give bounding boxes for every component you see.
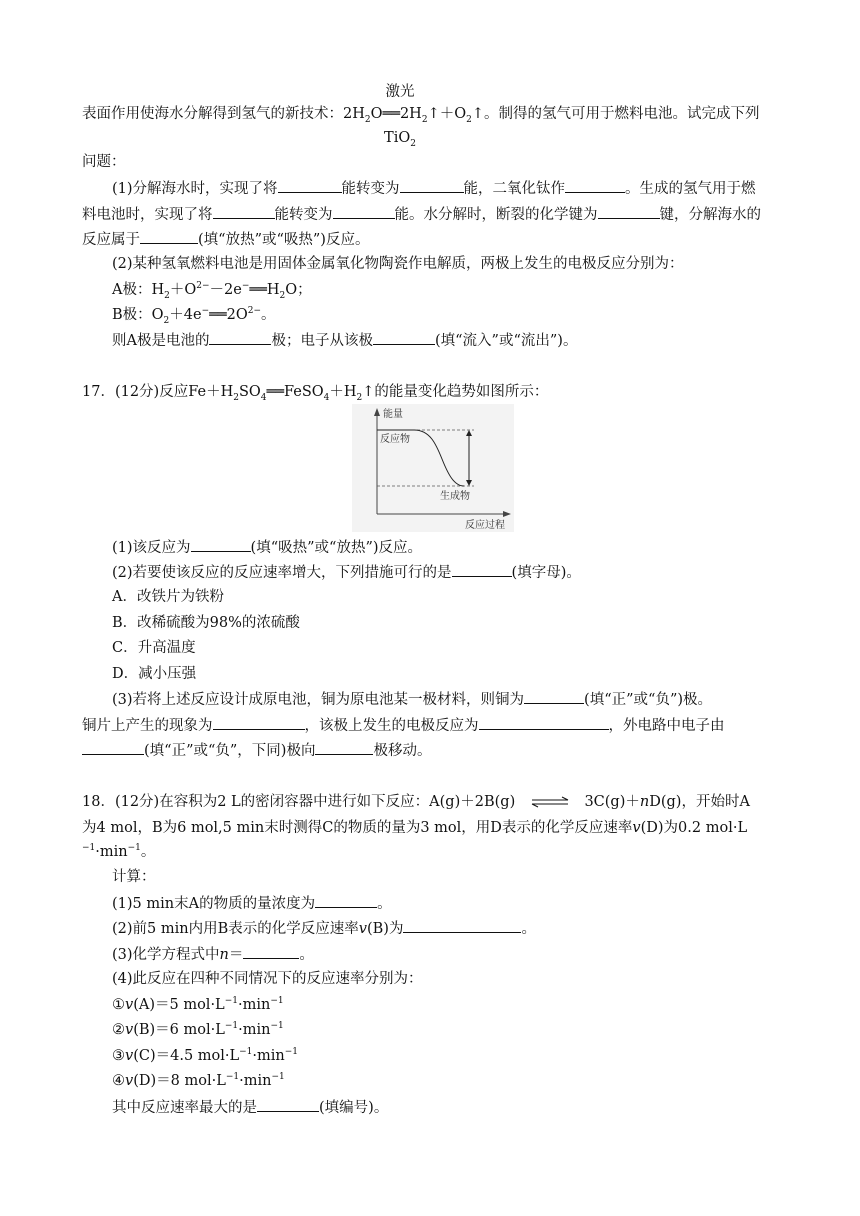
q16-a-electrode: A极：$H_2+O^{2-}-2e^-══H_2O$； <box>112 281 312 301</box>
q18-text: (2)前5 min内用B表示的化学反应速率 <box>112 921 359 937</box>
q18-text: ·min <box>95 844 128 860</box>
equilibrium-arrow-icon <box>530 796 570 808</box>
rate-mark: ① <box>112 997 125 1013</box>
q17-s3-line1 <box>112 689 712 710</box>
q16-text: 料电池时，实现了将 <box>82 207 213 223</box>
rate-sup: −1 <box>239 1047 253 1058</box>
rate-mark: ② <box>112 1022 125 1038</box>
rate-sup: −1 <box>270 996 284 1007</box>
q18-text: 3C(g)＋ <box>584 794 640 810</box>
q16-text: 。 <box>261 307 276 323</box>
q16-text: ══H <box>249 282 280 298</box>
q18-v: v <box>358 921 367 937</box>
q17-text: ══FeSO <box>266 384 324 400</box>
catalyst-label <box>380 128 420 148</box>
q18-text: 为4 mol，B为6 mol,5 min末时测得C的物质的量为3 mol，用D表示的化学反应速率 <box>82 820 633 836</box>
q18-calc: 计算： <box>112 869 156 885</box>
q16-p1-line2 <box>82 204 761 225</box>
rate-sup: −1 <box>224 1021 239 1032</box>
blank[interactable] <box>243 944 299 959</box>
q18-text: 其中反应速率最大的是 <box>112 1100 257 1116</box>
intro-text-d: ↑。制得的氢气可用于燃料电池。试完成下列 <box>471 106 760 122</box>
q18-n: n <box>639 794 650 810</box>
q18-v: v <box>125 1048 134 1064</box>
blank[interactable] <box>209 330 271 345</box>
rate-text: ·min <box>252 1048 285 1064</box>
q16-p2: (2)某种氢氧燃料电池是用固体金属氧化物陶瓷作电解质，两极上发生的电极反应分别为： <box>112 256 684 272</box>
q18-line2 <box>82 818 747 838</box>
rate-mark: ③ <box>112 1048 125 1064</box>
q18-v: v <box>125 997 134 1013</box>
q16-b-electrode: B极：$O_2+4e^-══2O^{2-}$。 <box>112 306 276 326</box>
blank[interactable] <box>598 204 660 219</box>
q17-text: SO <box>238 384 261 400</box>
q18-text: 。 <box>377 896 392 912</box>
q17-s1 <box>112 537 422 558</box>
q17-text: (填“吸热”或“放热”)反应。 <box>250 540 423 556</box>
q16-p3 <box>112 330 577 351</box>
q17-text: ＋H <box>329 384 357 400</box>
q18-final <box>112 1097 388 1118</box>
q16-text: (填“流入”或“流出”)。 <box>434 333 578 349</box>
q18-text: (填编号)。 <box>319 1100 389 1116</box>
rate-sup: −1 <box>225 1072 240 1083</box>
q16-text: ＋4e <box>169 307 202 323</box>
q17-option-b: B．改稀硫酸为98%的浓硫酸 <box>112 615 300 631</box>
q18-v: v <box>125 1022 134 1038</box>
q16-text: －2e <box>209 282 242 298</box>
blank[interactable] <box>333 204 395 219</box>
intro-text-c: ↑＋O <box>427 106 467 122</box>
rate-text: ·min <box>239 1073 272 1089</box>
blank[interactable] <box>403 918 521 933</box>
intro-text-a: 表面作用使海水分解得到氢气的新技术：2H <box>82 106 365 122</box>
q18-c1 <box>112 893 392 914</box>
q16-text: 能。水分解时，断裂的化学键为 <box>394 207 598 223</box>
q18-text: 18．(12分)在容积为2 L的密闭容器中进行如下反应：A(g)＋2B(g) <box>82 794 516 810</box>
q16-text: O； <box>285 282 312 298</box>
q18-line3 <box>82 842 155 862</box>
q17-text: 铜片上产生的现象为 <box>82 718 213 734</box>
q16-text: 则A极是电池的 <box>112 333 210 349</box>
intro-text-b: O══2H <box>370 106 422 122</box>
rate-text: (B)＝6 mol·L <box>133 1022 225 1038</box>
blank[interactable] <box>373 330 435 345</box>
rate-mark: ④ <box>112 1073 125 1089</box>
q18-text: (D)为0.2 mol·L <box>640 820 748 836</box>
q18-v: v <box>632 820 641 836</box>
blank[interactable] <box>452 562 512 577</box>
blank[interactable] <box>524 689 584 704</box>
q17-text: (填字母)。 <box>511 565 581 581</box>
q16-p1-line3 <box>82 229 369 250</box>
rate-sup: −1 <box>224 996 238 1007</box>
rate-text: (C)＝4.5 mol·L <box>133 1048 240 1064</box>
q18-c3 <box>112 944 314 965</box>
x-axis-label: 反应过程 <box>465 520 505 531</box>
q18-text: 。 <box>140 844 156 860</box>
rate-text: ·min <box>237 997 271 1013</box>
q16-text: 能转变为 <box>341 181 400 197</box>
q17-option-d: D．减小压强 <box>112 666 197 682</box>
q16-text: 能，二氧化钛作 <box>463 181 566 197</box>
blank[interactable] <box>315 893 377 908</box>
blank[interactable] <box>257 1097 319 1112</box>
blank[interactable] <box>82 740 144 755</box>
q18-c4: (4)此反应在四种不同情况下的反应速率分别为： <box>112 971 423 987</box>
q18-text: D(g)，开始时A <box>649 794 750 810</box>
q18-text: 。 <box>521 921 536 937</box>
blank[interactable] <box>213 715 305 730</box>
q16-text: 键，分解海水的 <box>659 207 761 223</box>
q17-text: 极移动。 <box>373 743 432 759</box>
q17-text: (填“正”或“负”)极。 <box>584 692 713 708</box>
reactant-label: 反应物 <box>380 434 410 445</box>
blank[interactable] <box>315 740 373 755</box>
q18-n: n <box>219 947 229 963</box>
q18-heading <box>82 792 750 812</box>
intro-line: 表面作用使海水分解得到氢气的新技术：$2H_2O══2H_2↑+O_2↑$。制得的氢气可用于燃料电池。试完成下列 <box>82 106 760 125</box>
product-label: 生成物 <box>440 491 470 502</box>
q17-option-c: C．升高温度 <box>112 640 196 656</box>
intro-cont: 问题： <box>82 154 126 170</box>
q16-text: 。生成的氢气用于燃 <box>625 181 756 197</box>
q17-text: ，该极上发生的电极反应为 <box>304 718 479 734</box>
q17-text: (填“正”或“负”，下同)极向 <box>144 743 316 759</box>
q16-text: A极：H <box>112 282 165 298</box>
q18-text: (3)化学方程式中 <box>112 947 220 963</box>
q18-text: (1)5 min末A的物质的量浓度为 <box>112 896 316 912</box>
q17-s2 <box>112 562 581 583</box>
q16-text: ══2O <box>209 307 248 323</box>
q16-text: 能转变为 <box>274 207 333 223</box>
q16-text: B极：O <box>112 307 164 323</box>
blank[interactable] <box>213 204 275 219</box>
q16-text: ＋O <box>169 282 197 298</box>
q18-c2 <box>112 918 536 939</box>
rate-text: (D)＝8 mol·L <box>133 1073 226 1089</box>
q18-rate-4 <box>112 1071 285 1091</box>
q18-v: v <box>125 1073 134 1089</box>
q17-s3-line2 <box>82 715 725 736</box>
q16-text: 反应属于 <box>82 232 140 248</box>
blank[interactable] <box>565 178 625 193</box>
y-axis-label: 能量 <box>383 409 403 420</box>
q18-rate-3 <box>112 1046 298 1066</box>
q17-s3-line3 <box>82 740 431 761</box>
q16-p1-line1 <box>112 178 756 199</box>
q17-text: (3)若将上述反应设计成原电池，铜为原电池某一极材料，则铜为 <box>112 692 525 708</box>
q18-sup: −1 <box>82 843 96 854</box>
q18-text: 。 <box>299 947 314 963</box>
q18-text: ＝ <box>228 947 244 963</box>
q18-text: (B)为 <box>366 921 404 937</box>
blank[interactable] <box>191 537 251 552</box>
q18-sup: −1 <box>127 843 141 854</box>
rate-text: ·min <box>238 1022 271 1038</box>
energy-diagram <box>352 404 514 532</box>
q17-text: (1)该反应为 <box>112 540 191 556</box>
blank[interactable] <box>400 178 464 193</box>
q17-option-a: A．改铁片为铁粉 <box>112 589 224 605</box>
q16-text: (1)分解海水时，实现了将 <box>112 181 278 197</box>
q17-text: (2)若要使该反应的反应速率增大，下列措施可行的是 <box>112 565 452 581</box>
q18-rate-2 <box>112 1020 284 1040</box>
rate-sup: −1 <box>271 1072 285 1083</box>
q17-text: ，外电路中电子由 <box>608 718 725 734</box>
catalyst-text: TiO <box>384 130 411 146</box>
rate-sup: −1 <box>284 1047 299 1058</box>
rate-sup: −1 <box>270 1021 284 1032</box>
q17-heading: 17．(12分)反应$Fe+H_2SO_4══FeSO_4+H_2↑$的能量变化趋势如图所示： <box>82 384 549 403</box>
blank[interactable] <box>278 178 342 193</box>
q18-rate-1 <box>112 995 284 1015</box>
q17-text: ↑的能量变化趋势如图所示： <box>362 384 549 400</box>
q16-text: 极；电子从该极 <box>271 333 373 349</box>
q17-text: 17．(12分)反应Fe＋H <box>82 384 234 400</box>
catalyst-sub: 2 <box>410 138 416 149</box>
blank[interactable] <box>140 229 198 244</box>
rate-text: (A)＝5 mol·L <box>133 997 225 1013</box>
laser-condition: 激光 <box>385 84 415 100</box>
blank[interactable] <box>479 715 609 730</box>
q16-text: (填“放热”或“吸热”)反应。 <box>198 232 370 248</box>
